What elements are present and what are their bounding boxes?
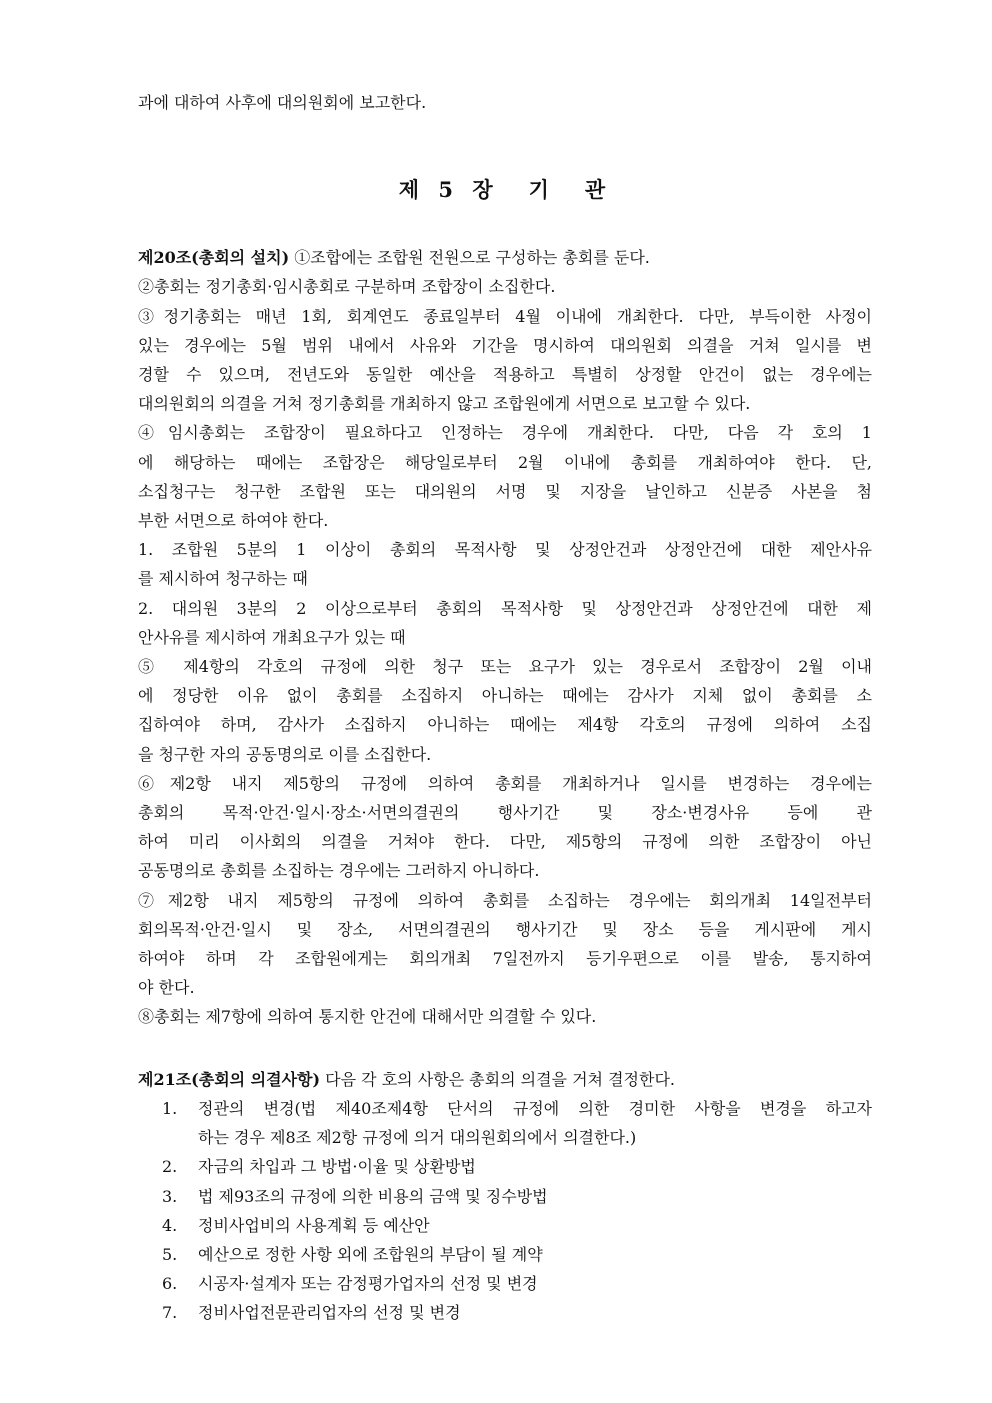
list-item: [138, 1269, 872, 1298]
item-text: 정비사업비의 사용계획 등 예산안: [198, 1215, 430, 1235]
article-20-line: ⑧총회는 제7항에 의하여 통지한 안건에 대해서만 의결할 수 있다.: [138, 1007, 597, 1027]
chapter-title-b: 관: [584, 177, 612, 203]
chapter-title-a: 기: [528, 177, 555, 203]
intro-line: 과에 대하여 사후에 대의원회에 보고한다.: [138, 93, 427, 112]
item-text: 예산으로 정한 사항 외에 조합원의 부담이 될 계약: [198, 1244, 543, 1264]
article-20-line: 1. 조합원 5분의 1 이상이 총회의 목적사항 및 상정안건과 상정안건에 대한 제안사유: [138, 540, 872, 560]
list-item: [138, 1298, 872, 1327]
article-20-line: ④임시총회는 조합장이 필요하다고 인정하는 경우에 개최한다. 다만, 다음 각 호의 1: [138, 423, 872, 443]
list-item: [138, 1240, 872, 1269]
item-text: 정비사업전문관리업자의 선정 및 변경: [198, 1303, 461, 1323]
chapter-number: 제 5 장: [398, 177, 499, 203]
article-20-line: 있는 경우에는 5월 범위 내에서 사유와 기간을 명시하여 대의원회 의결을 거쳐 일시를 변: [138, 335, 872, 355]
list-item: [138, 1211, 872, 1240]
article-21: [138, 1065, 872, 1328]
item-text: 자금의 차입과 그 방법·이율 및 상환방법: [198, 1157, 476, 1177]
item-number: 2.: [162, 1157, 178, 1177]
article-20-line: 소집청구는 청구한 조합원 또는 대의원의 서명 및 지장을 날인하고 신분증 사본을 첨: [138, 481, 872, 501]
article-20-line: ⑤ 제4항의 각호의 규정에 의한 청구 또는 요구가 있는 경우로서 조합장이 2월 이내: [138, 657, 872, 677]
article-20-line: ⑦제2항 내지 제5항의 규정에 의하여 총회를 소집하는 경우에는 회의개최 14일전부터: [138, 890, 872, 910]
article-20-line: 공동명의로 총회를 소집하는 경우에는 그러하지 아니하다.: [138, 861, 540, 881]
item-number: 1.: [162, 1098, 178, 1118]
article-20-heading: 제20조(총회의 설치): [138, 248, 290, 268]
article-20-line: 대의원회의 의결을 거쳐 정기총회를 개최하지 않고 조합원에게 서면으로 보고할 수 있다.: [138, 394, 751, 414]
list-item: [138, 1152, 872, 1181]
article-20-line: 부한 서면으로 하여야 한다.: [138, 511, 329, 531]
article-21-first-line: [138, 1065, 872, 1094]
chapter-heading: [138, 175, 872, 205]
article-20-line: 하여 미리 이사회의 의결을 거쳐야 한다. 다만, 제5항의 규정에 의한 조합장이 아닌: [138, 832, 872, 852]
item-text: 법 제93조의 규정에 의한 비용의 금액 및 징수방법: [198, 1186, 548, 1206]
article-21-item-list: [138, 1094, 872, 1328]
item-text: 정관의 변경(법 제40조제4항 단서의 규정에 의한 경미한 사항을 변경을 하고자: [198, 1098, 872, 1118]
article-20-line: ③정기총회는 매년 1회, 회계연도 종료일부터 4월 이내에 개최한다. 다만, 부득이한 사정이: [138, 306, 872, 326]
list-item: [138, 1094, 872, 1152]
article-20-line: 2. 대의원 3분의 2 이상으로부터 총회의 목적사항 및 상정안건과 상정안건에 대한 제: [138, 598, 872, 618]
article-20-line: 하여야 하며 각 조합원에게는 회의개최 7일전까지 등기우편으로 이를 발송, 통지하여: [138, 949, 872, 969]
article-20-line: 을 청구한 자의 공동명의로 이를 소집한다.: [138, 744, 432, 764]
article-20-line: 회의목적·안건·일시 및 장소, 서면의결권의 행사기간 및 장소 등을 게시판에 게시: [138, 919, 872, 939]
article-21-intro: 다음 각 호의 사항은 총회의 의결을 거쳐 결정한다.: [320, 1069, 675, 1089]
article-20: [138, 243, 872, 1031]
article-20-line: 에 정당한 이유 없이 총회를 소집하지 아니하는 때에는 감사가 지체 없이 총회를 소: [138, 686, 872, 706]
item-number: 3.: [162, 1186, 178, 1206]
item-text: 시공자·설계자 또는 감정평가업자의 선정 및 변경: [198, 1274, 538, 1294]
article-20-line: 야 한다.: [138, 978, 195, 998]
article-20-first-line: [138, 243, 872, 272]
article-20-line: ①조합에는 조합원 전원으로 구성하는 총회를 둔다.: [289, 248, 650, 268]
article-20-line: 에 해당하는 때에는 조합장은 해당일로부터 2월 이내에 총회를 개최하여야 한다. 단,: [138, 452, 872, 472]
item-number: 7.: [162, 1303, 178, 1323]
article-20-line: 경할 수 있으며, 전년도와 동일한 예산을 적용하고 특별히 상정할 안건이 없는 경우에는: [138, 365, 872, 385]
article-20-line: 총회의 목적·안건·일시·장소·서면의결권의 행사기간 및 장소·변경사유 등에 관: [138, 803, 872, 823]
article-20-line: 를 제시하여 청구하는 때: [138, 569, 308, 589]
item-number: 6.: [162, 1274, 178, 1294]
article-20-line: 집하여야 하며, 감사가 소집하지 아니하는 때에는 제4항 각호의 규정에 의하여 소집: [138, 715, 872, 735]
article-21-heading: 제21조(총회의 의결사항): [138, 1069, 321, 1089]
article-20-line: 안사유를 제시하여 개최요구가 있는 때: [138, 627, 406, 647]
item-number: 4.: [162, 1215, 178, 1235]
list-item: [138, 1182, 872, 1211]
item-text: 하는 경우 제8조 제2항 규정에 의거 대의원회의에서 의결한다.): [198, 1128, 637, 1148]
article-20-line: ②총회는 정기총회·임시총회로 구분하며 조합장이 소집한다.: [138, 277, 556, 297]
item-number: 5.: [162, 1244, 178, 1264]
article-20-line: ⑥제2항 내지 제5항의 규정에 의하여 총회를 개최하거나 일시를 변경하는 경우에는: [138, 773, 872, 793]
